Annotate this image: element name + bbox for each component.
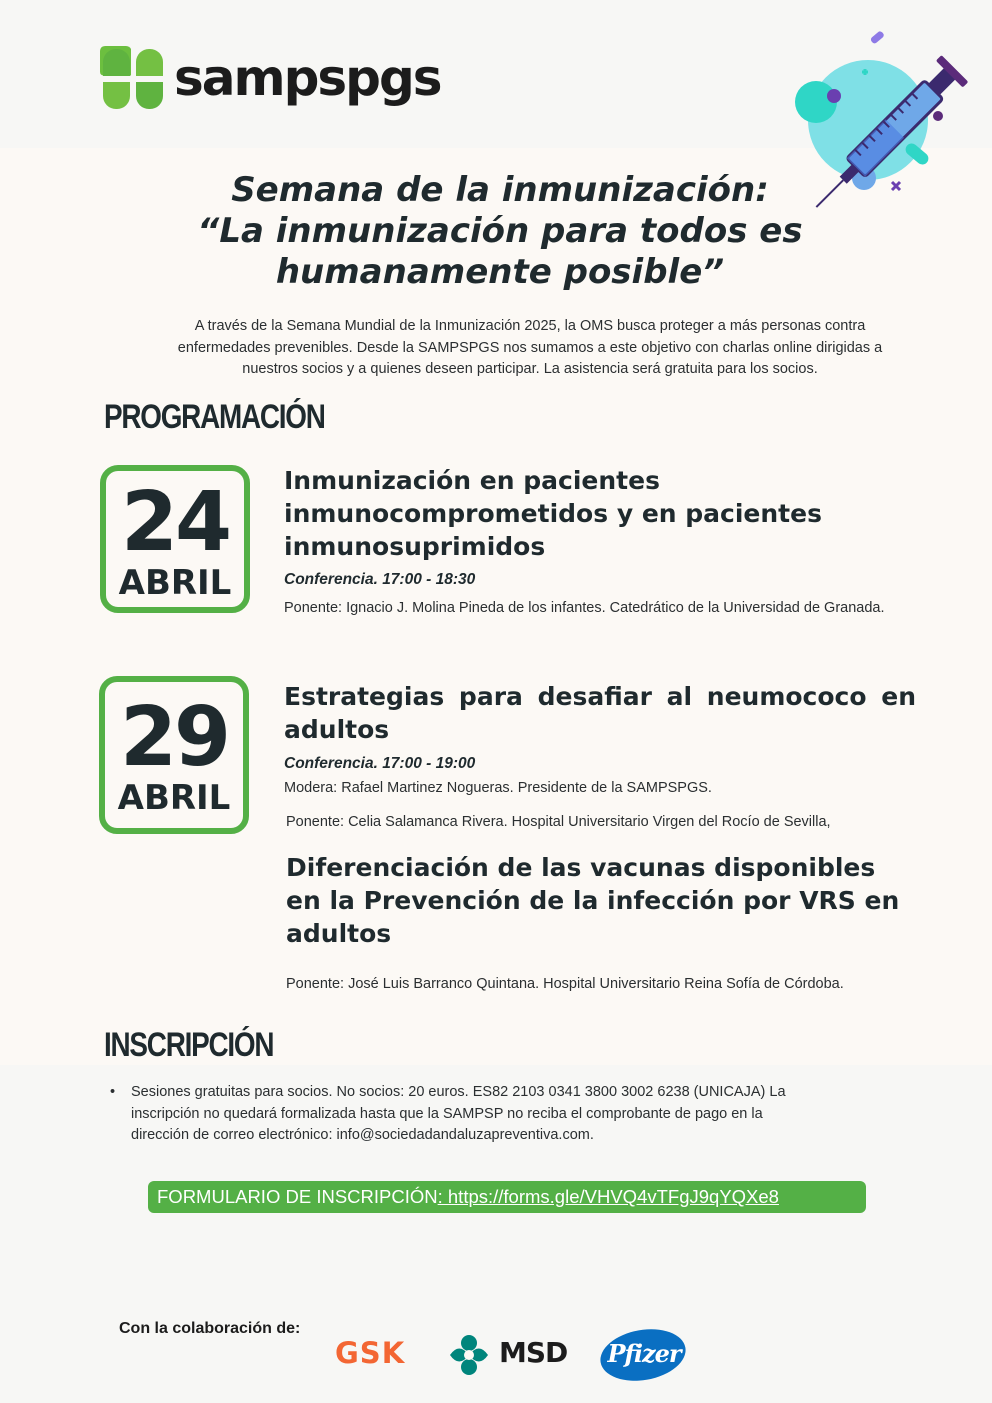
registration-line: Sesiones gratuitas para socios. No socios: 20 euros. ES82 2103 0341 3800 3002 6238 (UNICAJA) La	[131, 1084, 786, 1100]
bullet-icon: •	[110, 1084, 116, 1100]
date-month: ABRIL	[118, 563, 232, 603]
intro-paragraph	[150, 316, 910, 381]
speaker-1: Ponente: Ignacio J. Molina Pineda de los infantes. Catedrático de la Universidad de Granada.	[284, 600, 885, 616]
intro-line: enfermedades prevenibles. Desde la SAMPSPGS nos sumamos a este objetivo con charlas online dirigidas a	[177, 339, 883, 356]
date-box-1	[100, 465, 250, 613]
clover-icon	[100, 46, 166, 112]
registration-heading: INSCRIPCIÓN	[104, 1026, 274, 1064]
registration-info	[110, 1082, 870, 1147]
page-title	[150, 170, 850, 293]
talk-title-line: en la Prevención de la infección por VRS en	[286, 886, 900, 915]
intro-line: nuestros socios y a quienes deseen participar. La asistencia será gratuita para los socios.	[242, 361, 818, 377]
date-month: ABRIL	[117, 778, 231, 818]
talk-title-1	[284, 464, 924, 563]
form-link[interactable]: : https://forms.gle/VHVQ4vTFgJ9qYQXe8	[437, 1186, 779, 1207]
talk-title-line: adultos	[284, 715, 390, 744]
talk-title-line: inmunocomprometidos y en pacientes	[284, 499, 822, 528]
talk-title-3	[286, 851, 926, 950]
msd-logo: MSD	[499, 1336, 568, 1369]
moderator-2: Modera: Rafael Martinez Nogueras. Presidente de la SAMPSPGS.	[284, 780, 712, 796]
msd-logo-icon	[448, 1334, 490, 1376]
talk-title-line: Estrategias para desafiar al neumococo en	[284, 682, 917, 711]
title-line: “La inmunización para todos es	[197, 211, 803, 251]
talk-title-line: adultos	[286, 919, 392, 948]
title-line: Semana de la inmunización:	[231, 170, 769, 210]
talk-title-line: Diferenciación de las vacunas disponibles	[286, 853, 876, 882]
talk-title-line: inmunosuprimidos	[284, 532, 546, 561]
conference-time-1: Conferencia. 17:00 - 18:30	[284, 571, 476, 588]
program-heading: PROGRAMACIÓN	[104, 398, 325, 436]
title-line: humanamente posible”	[275, 252, 725, 292]
registration-line: dirección de correo electrónico: info@sociedadandaluzapreventiva.com.	[131, 1127, 594, 1143]
talk-title-line: Inmunización en pacientes	[284, 466, 660, 495]
pfizer-wordmark: Pfizer	[607, 1339, 681, 1368]
date-day: 24	[120, 475, 230, 570]
talk-title-2	[284, 680, 924, 746]
brand-logo	[100, 46, 441, 116]
speaker-2: Ponente: Celia Salamanca Rivera. Hospital Universitario Virgen del Rocío de Sevilla,	[286, 814, 831, 830]
registration-form-button[interactable]	[148, 1181, 866, 1213]
conference-time-2: Conferencia. 17:00 - 19:00	[284, 755, 476, 772]
date-day: 29	[119, 690, 229, 785]
speaker-3: Ponente: José Luis Barranco Quintana. Hospital Universitario Reina Sofía de Córdoba.	[286, 976, 844, 992]
date-box-2	[99, 676, 249, 834]
registration-line: inscripción no quedará formalizada hasta que la SAMPSP no reciba el comprobante de pago en la	[131, 1105, 763, 1122]
pfizer-logo	[600, 1330, 686, 1380]
intro-line: A través de la Semana Mundial de la Inmunización 2025, la OMS busca proteger a más personas contra	[194, 318, 866, 334]
gsk-logo: GSK	[335, 1336, 406, 1370]
brand-name: sampspgs	[174, 49, 441, 107]
form-label: FORMULARIO DE INSCRIPCIÓN	[157, 1186, 438, 1207]
collaboration-label: Con la colaboración de:	[119, 1320, 301, 1337]
